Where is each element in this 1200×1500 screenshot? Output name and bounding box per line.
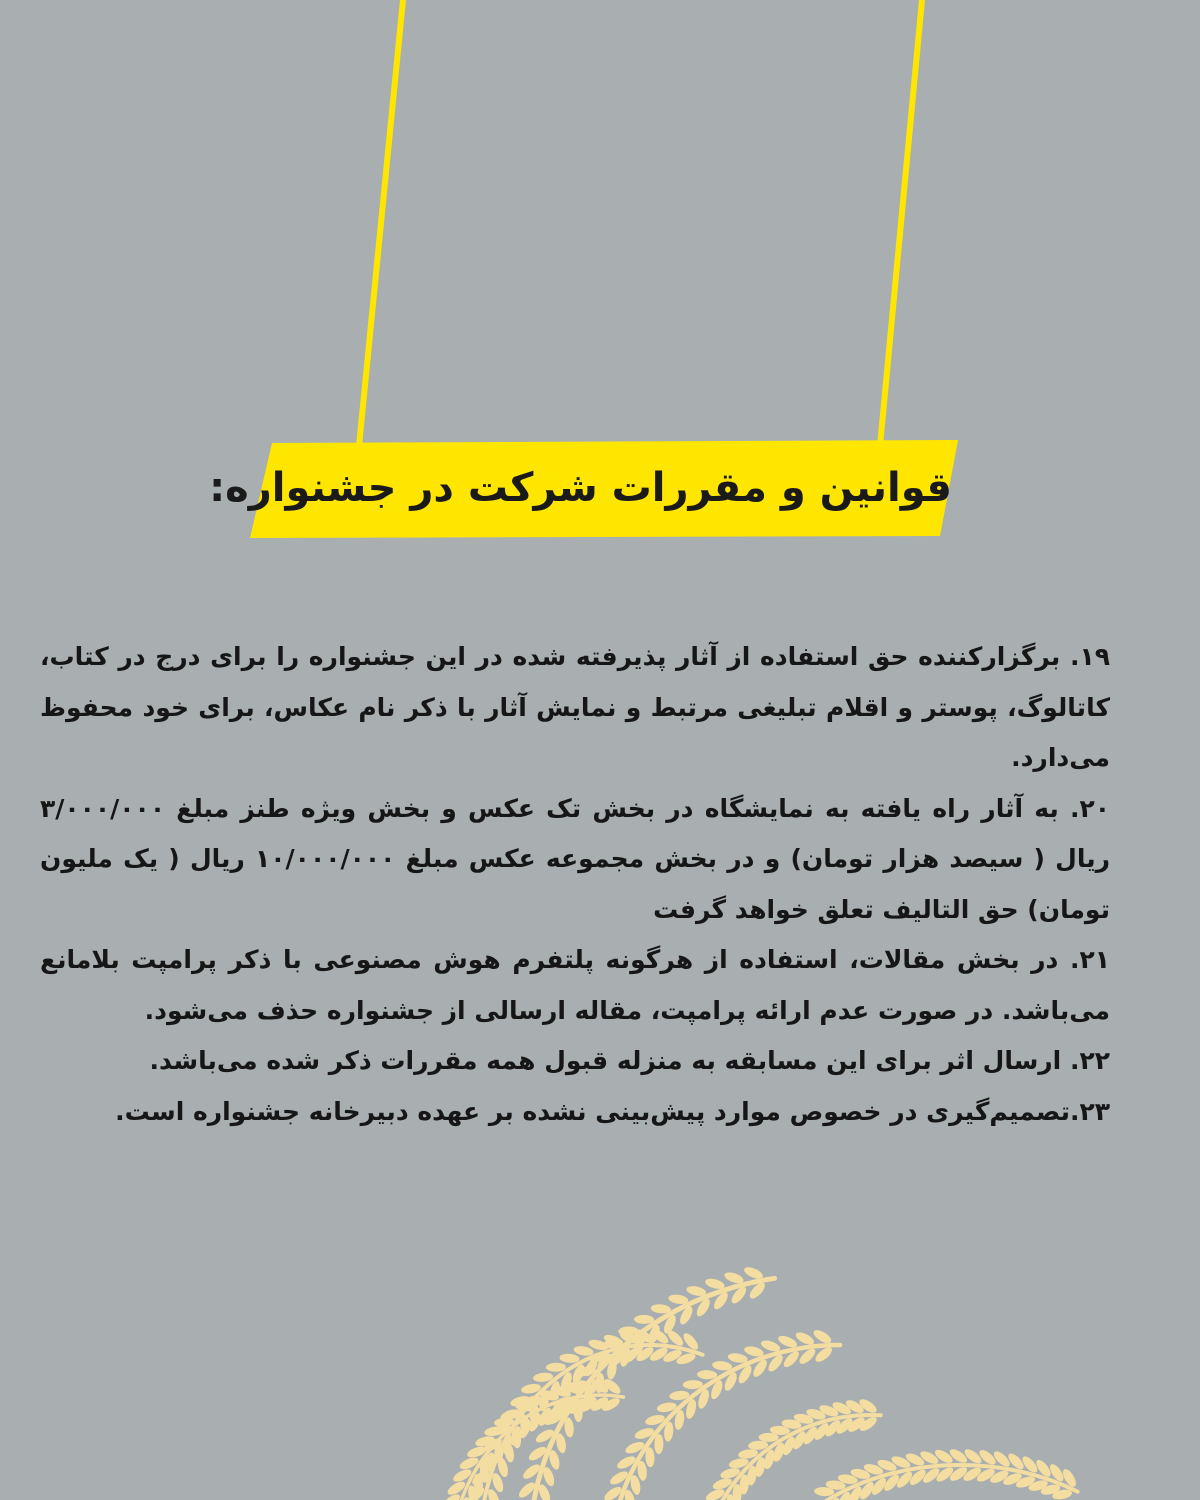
rule-20: ۲۰. به آثار راه یافته به نمایشگاه در بخش تک عکس و بخش ویژه طنز مبلغ ۳/۰۰۰/۰۰۰ ریال ( سیصد هزار تومان) و در بخش مجموعه عکس مبلغ ۱۰/۰۰۰/۰۰۰ ریال ( یک ملیون تومان) حق التالیف تعلق خواهد گرفت (40, 793, 1111, 924)
rule-22: ۲۲. ارسال اثر برای این مسابقه به منزله قبول همه مقررات ذکر شده می‌باشد. (149, 1046, 1110, 1075)
right-string (880, 0, 922, 446)
wheat-ornament (434, 1265, 1078, 1500)
wheat-grain (962, 1447, 983, 1466)
wheat-grain (573, 1345, 594, 1357)
wheat-grain (559, 1353, 580, 1364)
rules-list (40, 632, 1110, 1137)
wheat-grain (697, 1370, 717, 1380)
rule-23: ۲۳.تصمیم‌گیری در خصوص موارد پیش‌بینی نشده بر عهده دبیرخانه جشنواره است. (115, 1096, 1110, 1126)
rule-19: ۱۹. برگزارکننده حق استفاده از آثار پذیرفته شده در این جشنواره را برای درج در کتاب، کاتالوگ، پوستر و اقلام تبلیغی مرتبط و نمایش آثار با ذکر نام عکاس، برای خود محفوظ می‌دارد. (40, 642, 1110, 772)
wheat-grain (812, 1328, 834, 1346)
page-title: قوانین و مقررات شرکت در جشنواره: (209, 465, 952, 511)
rule-21: ۲۱. در بخش مقالات، استفاده از هرگونه پلتفرم هوش مصنوعی با ذکر پرامپت بلامانع می‌باشد. در صورت عدم ارائه پرامپت، مقاله ارسالی از جشنواره حذف می‌شود. (40, 945, 1110, 1025)
wheat-grain (634, 1315, 654, 1324)
wheat-ears-icon (400, 1245, 1200, 1500)
left-string (359, 0, 403, 446)
wheat-grain (546, 1363, 566, 1372)
title-banner (209, 440, 960, 540)
